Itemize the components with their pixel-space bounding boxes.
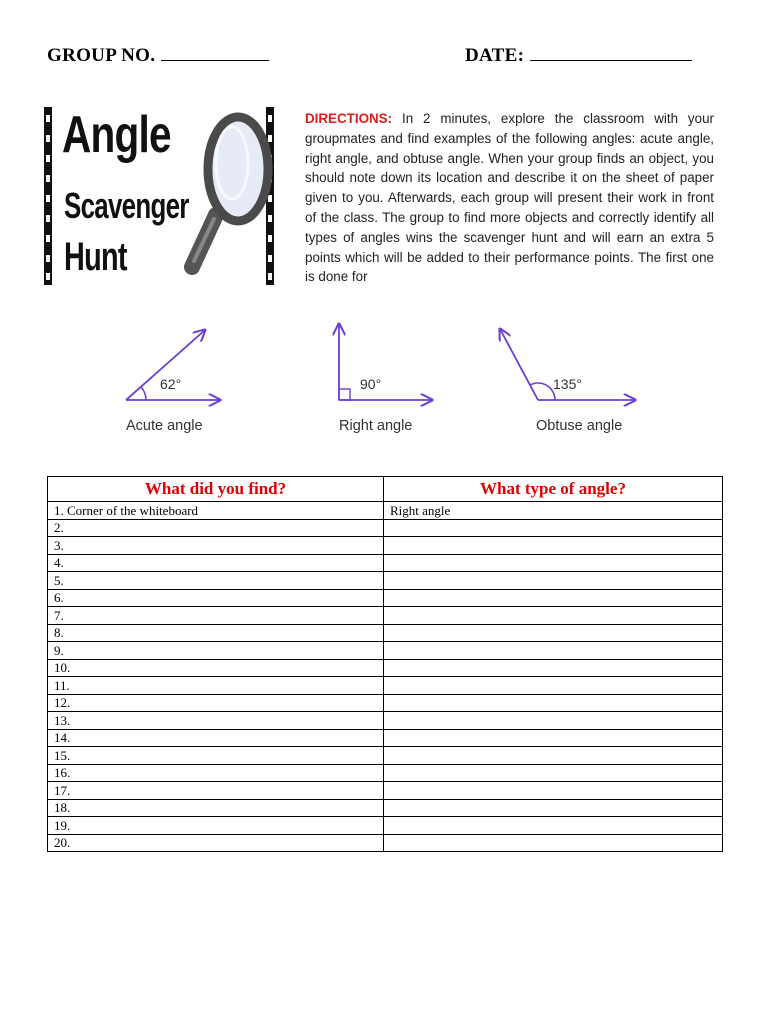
- found-object-cell[interactable]: 8.: [48, 624, 384, 642]
- angle-type-cell[interactable]: [384, 572, 723, 590]
- table-row: [48, 817, 723, 835]
- table-row: [48, 799, 723, 817]
- found-object-cell[interactable]: 17.: [48, 782, 384, 800]
- acute-angle-diagram: [126, 330, 220, 434]
- table-row: [48, 572, 723, 590]
- found-object-cell[interactable]: 10.: [48, 659, 384, 677]
- acute-label: Acute angle: [126, 418, 203, 434]
- table-row: [48, 642, 723, 660]
- angle-type-cell[interactable]: [384, 834, 723, 852]
- date-field: [465, 44, 692, 67]
- table-header-row: [48, 477, 723, 502]
- found-object-cell[interactable]: 4.: [48, 554, 384, 572]
- title-word-hunt: Hunt: [64, 235, 127, 279]
- angle-type-cell[interactable]: [384, 642, 723, 660]
- obtuse-measure: 135°: [553, 376, 582, 392]
- table-row: [48, 729, 723, 747]
- found-object-cell[interactable]: 12.: [48, 694, 384, 712]
- table-row: [48, 834, 723, 852]
- table-row: [48, 712, 723, 730]
- found-object-cell[interactable]: 18.: [48, 799, 384, 817]
- angle-type-cell[interactable]: [384, 782, 723, 800]
- angle-type-cell[interactable]: [384, 607, 723, 625]
- table-row: [48, 764, 723, 782]
- right-label: Right angle: [339, 418, 413, 434]
- angle-type-cell[interactable]: [384, 659, 723, 677]
- found-object-cell[interactable]: 5.: [48, 572, 384, 590]
- right-measure: 90°: [360, 376, 382, 392]
- right-angle-diagram: [339, 324, 432, 434]
- table-row: [48, 607, 723, 625]
- header-what-found: What did you find?: [48, 477, 384, 502]
- table-row: [48, 502, 723, 520]
- table-row: [48, 624, 723, 642]
- found-object-cell[interactable]: 20.: [48, 834, 384, 852]
- title-word-angle: Angle: [62, 106, 171, 164]
- table-row: [48, 677, 723, 695]
- directions-text: In 2 minutes, explore the classroom with your groupmates and find examples of the following angles: acute angle, right angle, and obtuse angle. When your group finds an object, you should note down its location and describe it on the sheet of paper given to you. Afterwards, each group will present their work in front of the class. The group to find more objects and correctly identify all types of angles wins the scavenger hunt and will earn an extra 5 points which will be added to their performance points. The first one is done for: [305, 111, 714, 285]
- found-object-cell[interactable]: 13.: [48, 712, 384, 730]
- table-row: [48, 589, 723, 607]
- angle-type-cell[interactable]: [384, 624, 723, 642]
- table-row: [48, 537, 723, 555]
- angle-type-cell[interactable]: [384, 589, 723, 607]
- found-object-cell[interactable]: 1. Corner of the whiteboard: [48, 502, 384, 520]
- header-angle-type: What type of angle?: [384, 477, 723, 502]
- group-label: GROUP NO.: [47, 45, 156, 66]
- date-label: DATE:: [465, 45, 525, 66]
- date-blank[interactable]: [530, 44, 692, 61]
- angle-scavenger-hunt-logo: [44, 107, 274, 287]
- directions-label: DIRECTIONS:: [305, 111, 393, 126]
- table-row: [48, 554, 723, 572]
- found-object-cell[interactable]: 9.: [48, 642, 384, 660]
- angle-type-cell[interactable]: [384, 747, 723, 765]
- table-row: [48, 519, 723, 537]
- angle-examples-figure: [110, 318, 650, 444]
- group-number-blank[interactable]: [161, 44, 269, 61]
- acute-measure: 62°: [160, 376, 182, 392]
- found-object-cell[interactable]: 14.: [48, 729, 384, 747]
- found-object-cell[interactable]: 19.: [48, 817, 384, 835]
- angle-type-cell[interactable]: [384, 694, 723, 712]
- angle-type-cell[interactable]: [384, 729, 723, 747]
- angle-type-cell[interactable]: [384, 817, 723, 835]
- directions-paragraph: [305, 109, 714, 285]
- found-object-cell[interactable]: 11.: [48, 677, 384, 695]
- angle-type-cell[interactable]: Right angle: [384, 502, 723, 520]
- table-row: [48, 782, 723, 800]
- table-row: [48, 747, 723, 765]
- found-object-cell[interactable]: 2.: [48, 519, 384, 537]
- table-row: [48, 694, 723, 712]
- angle-type-cell[interactable]: [384, 554, 723, 572]
- obtuse-label: Obtuse angle: [536, 418, 623, 434]
- group-number-field: [47, 44, 269, 67]
- title-word-scavenger: Scavenger: [64, 185, 189, 226]
- found-object-cell[interactable]: 7.: [48, 607, 384, 625]
- angle-type-cell[interactable]: [384, 677, 723, 695]
- found-object-cell[interactable]: 3.: [48, 537, 384, 555]
- found-object-cell[interactable]: 6.: [48, 589, 384, 607]
- found-object-cell[interactable]: 16.: [48, 764, 384, 782]
- angle-type-cell[interactable]: [384, 537, 723, 555]
- table-row: [48, 659, 723, 677]
- scavenger-hunt-table: [47, 476, 723, 852]
- obtuse-angle-diagram: [500, 329, 635, 434]
- angle-type-cell[interactable]: [384, 519, 723, 537]
- angle-type-cell[interactable]: [384, 712, 723, 730]
- angle-type-cell[interactable]: [384, 799, 723, 817]
- found-object-cell[interactable]: 15.: [48, 747, 384, 765]
- angle-type-cell[interactable]: [384, 764, 723, 782]
